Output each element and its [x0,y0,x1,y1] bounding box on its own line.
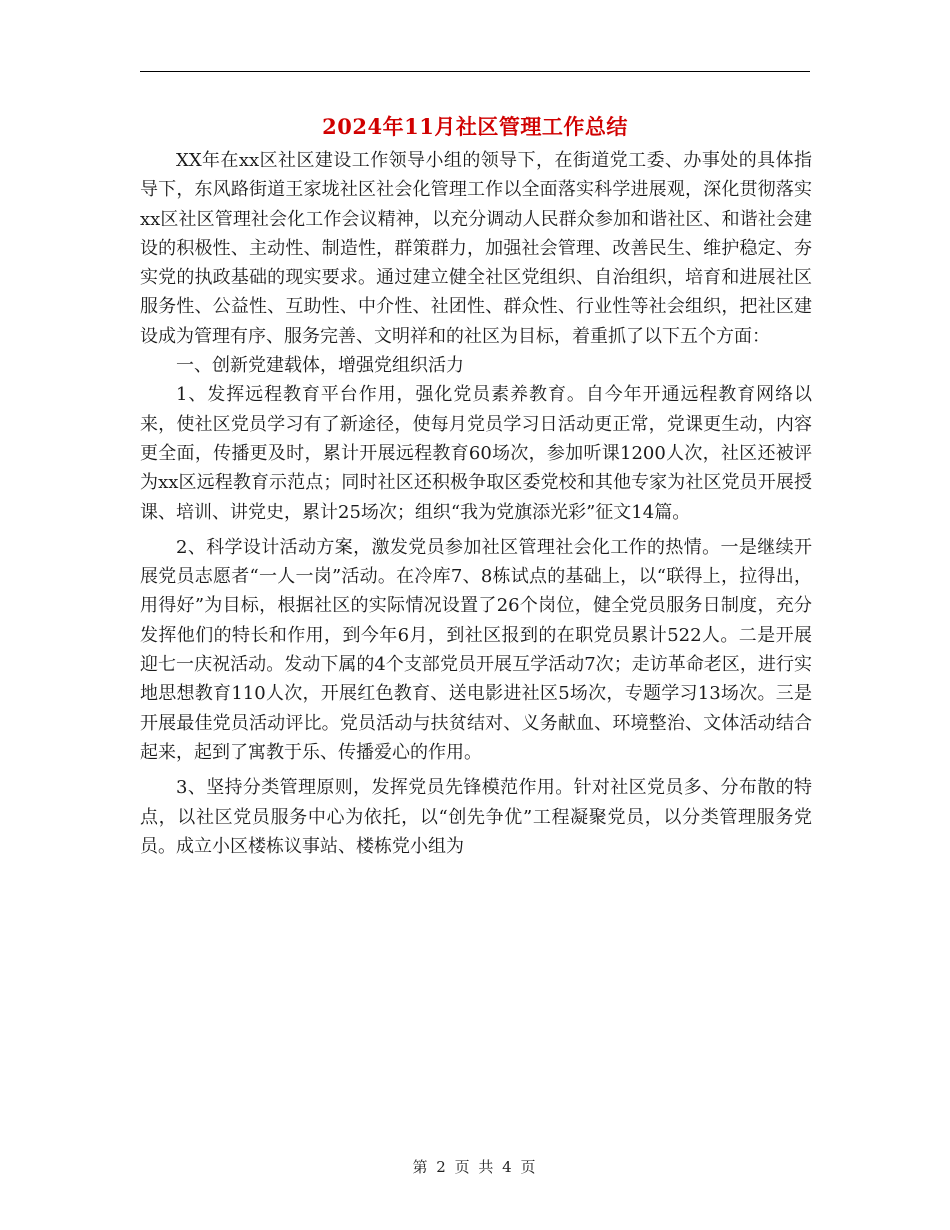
section-heading-1: 一、创新党建载体，增强党组织活力 [176,355,464,377]
document-body [140,146,812,861]
page-footer: 第 2 页 共 4 页 [412,1158,538,1176]
paragraph-item-2: 2、科学设计活动方案，激发党员参加社区管理社会化工作的热情。一是继续开展党员志愿者“一人一岗”活动。在冷库7、8栋试点的基础上，以“联得上，拉得出，用得好”为目标，根据社区的实际情况设置了26个岗位，健全党员服务日制度，充分发挥他们的特长和作用，到今年6月，到社区报到的在职党员累计522人。二是开展迎七一庆祝活动。发动下属的4个支部党员开展互学活动7次；走访革命老区，进行实地思想教育110人次，开展红色教育、送电影进社区5场次，专题学习13场次。三是开展最佳党员活动评比。党员活动与扶贫结对、义务献血、环境整治、文体活动结合起来，起到了寓教于乐、传播爱心的作用。 [140,536,812,763]
paragraph-intro: XX年在xx区社区建设工作领导小组的领导下，在街道党工委、办事处的具体指导下，东风路街道王家垅社区社会化管理工作以全面落实科学进展观，深化贯彻落实xx区社区管理社会化工作会议精神，以充分调动人民群众参加和谐社区、和谐社会建设的积极性、主动性、制造性，群策群力，加强社会管理、改善民生、维护稳定、夯实党的执政基础的现实要求。通过建立健全社区党组织、自治组织，培育和进展社区服务性、公益性、互助性、中介性、社团性、群众性、行业性等社会组织，把社区建设成为管理有序、服务完善、文明祥和的社区为目标，着重抓了以下五个方面： [140,150,812,347]
document-title: 2024年11月社区管理工作总结 [322,114,628,139]
header-rule [140,71,810,72]
paragraph-item-3: 3、坚持分类管理原则，发挥党员先锋模范作用。针对社区党员多、分布散的特点，以社区党员服务中心为依托，以“创先争优”工程凝聚党员，以分类管理服务党员。成立小区楼栋议事站、楼栋党小组为 [140,777,812,857]
paragraph-item-1: 1、发挥远程教育平台作用，强化党员素养教育。自今年开通远程教育网络以来，使社区党员学习有了新途径，使每月党员学习日活动更正常，党课更生动，内容更全面，传播更及时，累计开展远程教育60场次，参加听课1200人次，社区还被评为xx区远程教育示范点；同时社区还积极争取区委党校和其他专家为社区党员开展授课、培训、讲党史，累计25场次；组织“我为党旗添光彩”征文14篇。 [140,384,812,523]
